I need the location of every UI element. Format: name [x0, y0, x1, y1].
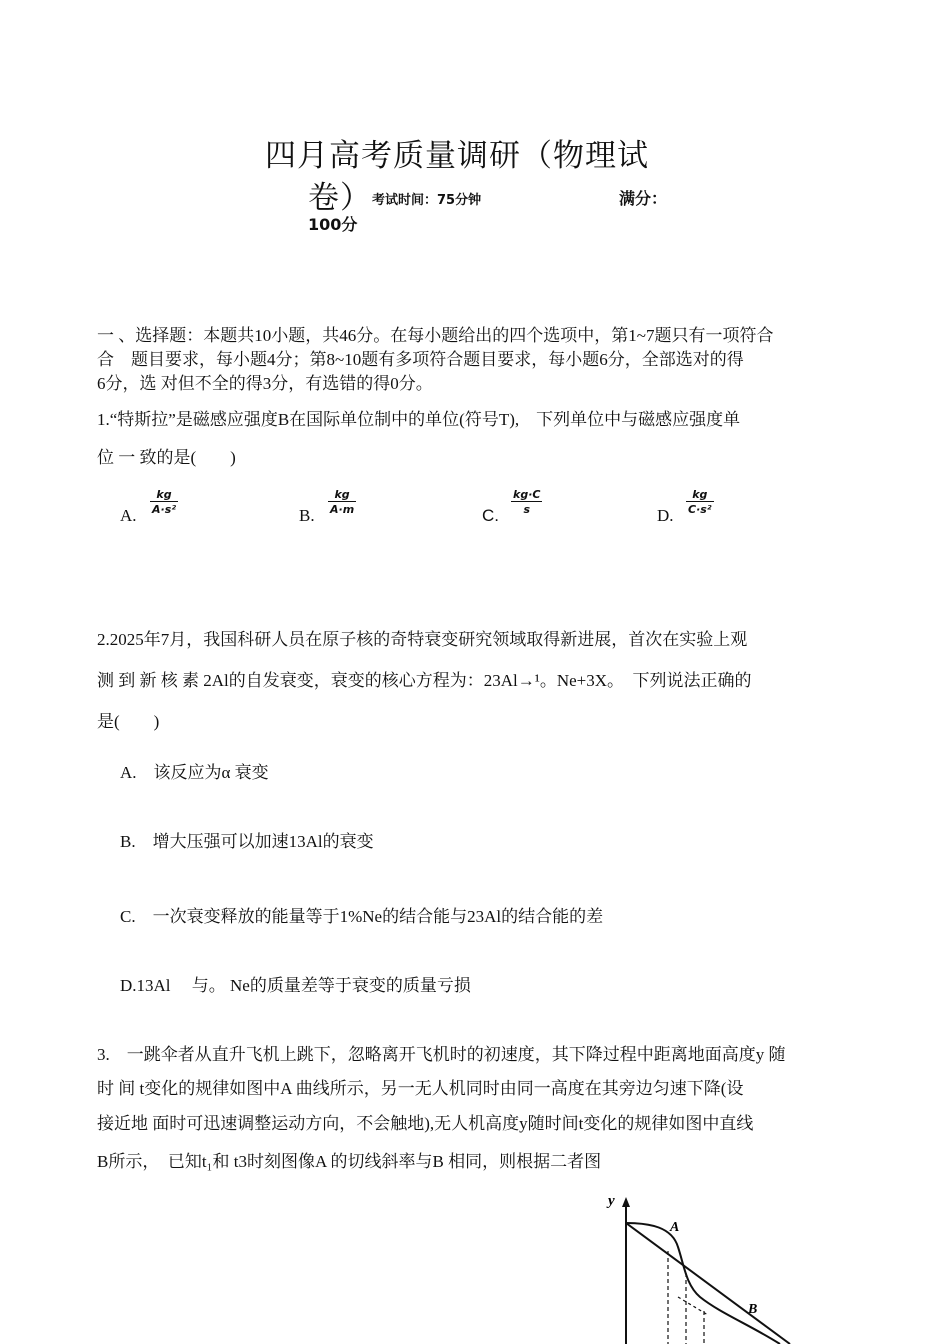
q1-line2: 位 一 致的是( ) — [97, 448, 236, 467]
q2-option-a: A. 该反应为α 衰变 — [120, 763, 269, 782]
q1-option-d-fraction — [686, 488, 714, 516]
section1-line2: 合 题目要求，每小题4分；第8~10题有多项符合题目要求，每小题6分，全部选对的得 — [97, 350, 744, 369]
curve-a-label: A — [670, 1220, 680, 1235]
q1-option-b-fraction — [328, 488, 356, 516]
q1-option-c-denominator: s — [511, 501, 542, 516]
q3-line3: 接近地 面时可迅速调整运动方向，不会触地),无人机高度y随时间t变化的规律如图中直线 — [97, 1114, 754, 1133]
q1-option-d-numerator: kg — [692, 488, 708, 501]
q1-option-a-denominator: A·s² — [152, 503, 177, 516]
q1-option-b-numerator: kg — [334, 488, 350, 501]
q1-option-a-label: A. — [120, 506, 137, 525]
q1-option-b-denominator: A·m — [330, 503, 355, 516]
q3-line4: B所示， 已知t₁和 t3时刻图像A 的切线斜率与B 相同，则根据二者图 — [97, 1152, 602, 1171]
q2-option-c: C. 一次衰变释放的能量等于1%Ne的结合能与23Al的结合能的差 — [120, 907, 604, 926]
q2-line2: 测 到 新 核 素 2Al的自发衰变，衰变的核心方程为：23Al→¹。Ne+3X。 下列说法正确的 — [97, 671, 752, 690]
y-axis-label: y — [608, 1193, 615, 1209]
q1-option-c-fraction — [511, 488, 542, 516]
exam-title-line1: 四月高考质量调研（物理试 — [265, 138, 649, 174]
q2-option-d: D.13Al 与。 Ne的质量差等于衰变的质量亏损 — [120, 976, 471, 995]
exam-title-line2: 卷） — [308, 180, 372, 216]
q3-line1: 3. 一跳伞者从直升飞机上跳下，忽略离开飞机时的初速度，其下降过程中距离地面高度y 随 — [97, 1045, 786, 1064]
q1-option-b-label: B. — [299, 506, 315, 525]
q1-option-c-numerator: kg·C — [513, 488, 541, 501]
y-axis-arrow-icon — [622, 1197, 630, 1207]
q1-option-c-label: C. — [482, 506, 499, 525]
q1-option-d-denominator: C·s² — [688, 503, 712, 516]
q1-option-a-fraction — [150, 488, 178, 516]
section1-line1: 一 、选择题：本题共10小题，共46分。在每小题给出的四个选项中，第1~7题只有一项符合 — [97, 326, 774, 345]
q3-line2: 时 间 t变化的规律如图中A 曲线所示，另一无人机同时由同一高度在其旁边匀速下降(设 — [97, 1079, 744, 1098]
full-score-value: 100分 — [308, 215, 358, 234]
q2-option-b: B. 增大压强可以加速13Al的衰变 — [120, 832, 374, 851]
q2-line3: 是( ) — [97, 712, 160, 731]
line-b — [626, 1223, 790, 1344]
q1-option-d-label: D. — [657, 506, 674, 525]
section1-line3: 6分，选 对但不全的得3分，有选错的得0分。 — [97, 374, 433, 393]
line-b-label: B — [748, 1302, 758, 1317]
exam-time: 考试时间：75分钟 — [372, 193, 482, 208]
q1-option-a-numerator: kg — [156, 488, 172, 501]
q1-line1: 1.“特斯拉”是磁感应强度B在国际单位制中的单位(符号T), 下列单位中与磁感应强度单 — [97, 410, 741, 429]
full-score-label: 满分： — [619, 189, 668, 208]
q3-figure — [590, 1185, 830, 1344]
q2-line1: 2.2025年7月，我国科研人员在原子核的奇特衰变研究领域取得新进展，首次在实验上观 — [97, 630, 748, 649]
